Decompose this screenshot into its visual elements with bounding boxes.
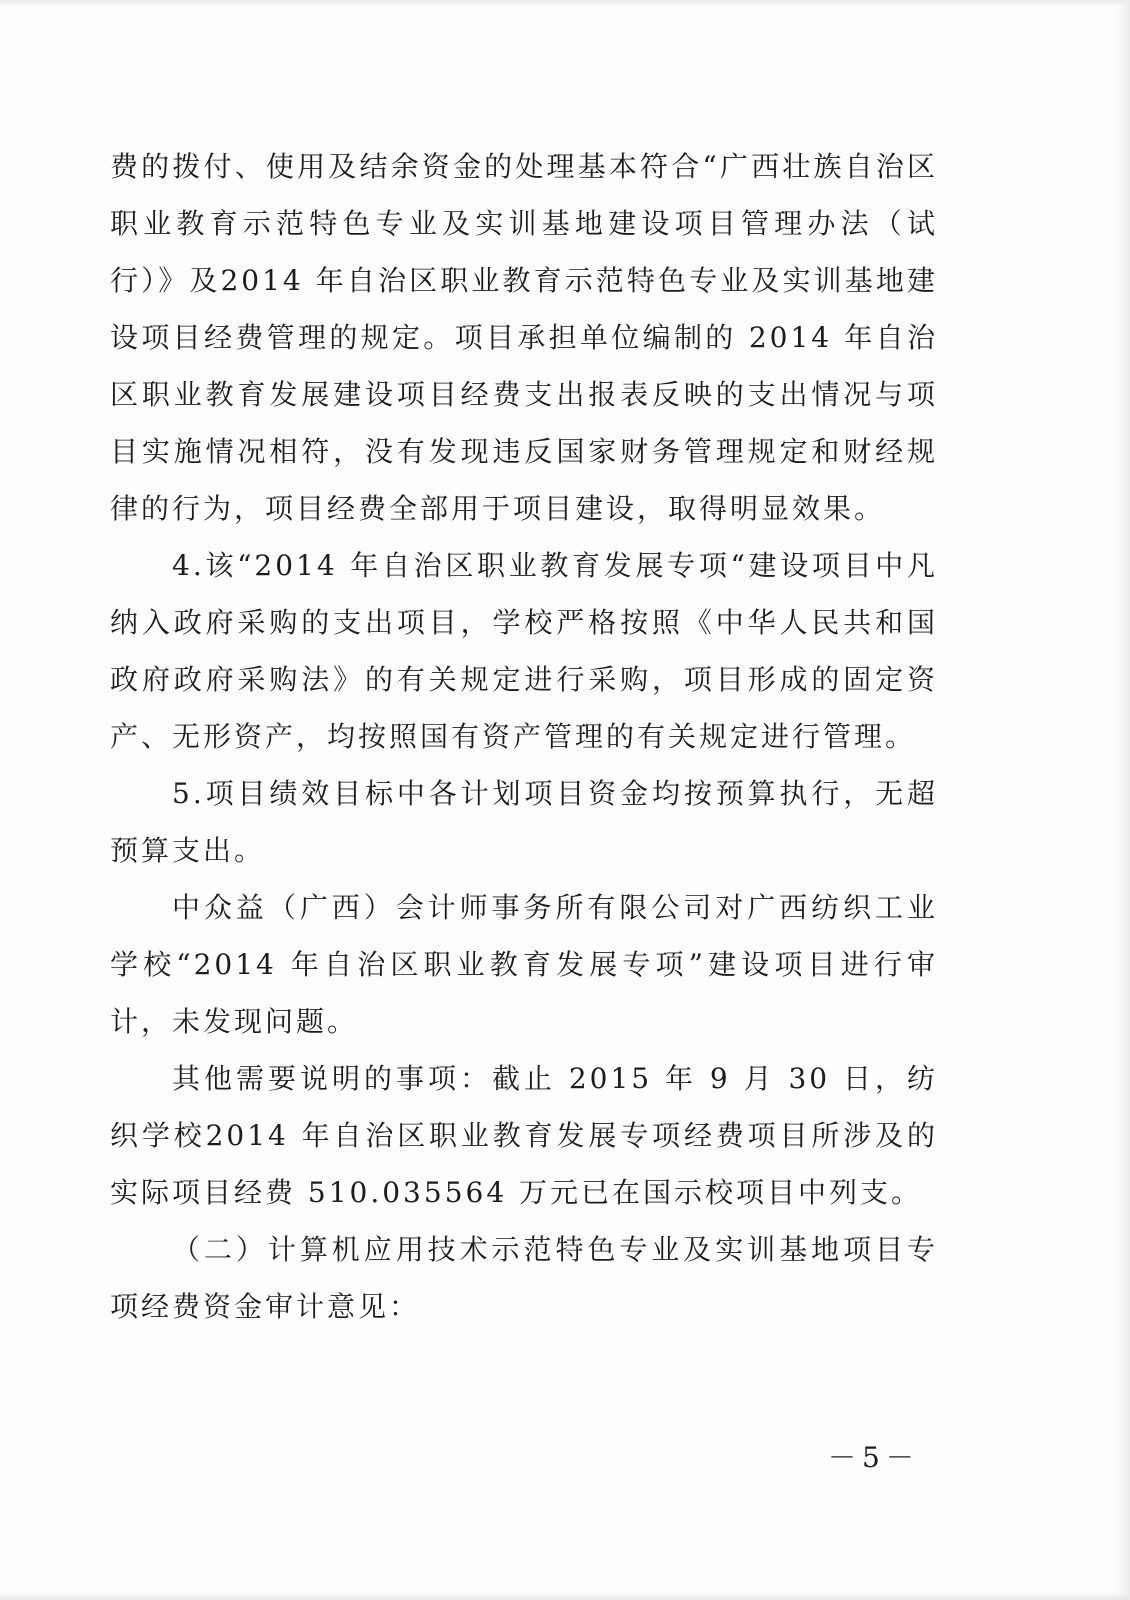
- paragraph-item-5: 5.项目绩效目标中各计划项目资金均按预算执行，无超预算支出。: [110, 777, 938, 867]
- scan-edge-bottom: [0, 1592, 1130, 1600]
- paragraph-item-4: 4.该“2014 年自治区职业教育发展专项“建设项目中凡纳入政府采购的支出项目，学校严格按照《中华人民共和国政府政府采购法》的有关规定进行采购，项目形成的固定资产、无形资产，均按照国有资产管理的有关规定进行管理。: [110, 549, 938, 753]
- document-body: [110, 138, 938, 1335]
- scan-edge-right: [1116, 0, 1130, 1600]
- paragraph-other-matters: 其他需要说明的事项：截止 2015 年 9 月 30 日，纺织学校2014 年自治区职业教育发展专项经费项目所涉及的实际项目经费 510.035564 万元已在国示校项目中列支。: [110, 1062, 938, 1209]
- paragraph-audit-firm: 中众益（广西）会计师事务所有限公司对广西纺织工业学校“2014 年自治区职业教育发展专项”建设项目进行审计，未发现问题。: [110, 891, 938, 1038]
- section-heading-2: （二）计算机应用技术示范特色专业及实训基地项目专项经费资金审计意见：: [110, 1233, 938, 1323]
- paragraph-continuation: 费的拨付、使用及结余资金的处理基本符合“广西壮族自治区职业教育示范特色专业及实训基地建设项目管理办法（试行）》及2014 年自治区职业教育示范特色专业及实训基地建设项目经费管理的规定。项目承担单位编制的 2014 年自治区职业教育发展建设项目经费支出报表反映的支出情况与项目实施情况相符，没有发现违反国家财务管理规定和财经规律的行为，项目经费全部用于项目建设，取得明显效果。: [110, 150, 938, 525]
- scan-edge-top: [0, 0, 1130, 6]
- page-number: －5－: [828, 1441, 920, 1474]
